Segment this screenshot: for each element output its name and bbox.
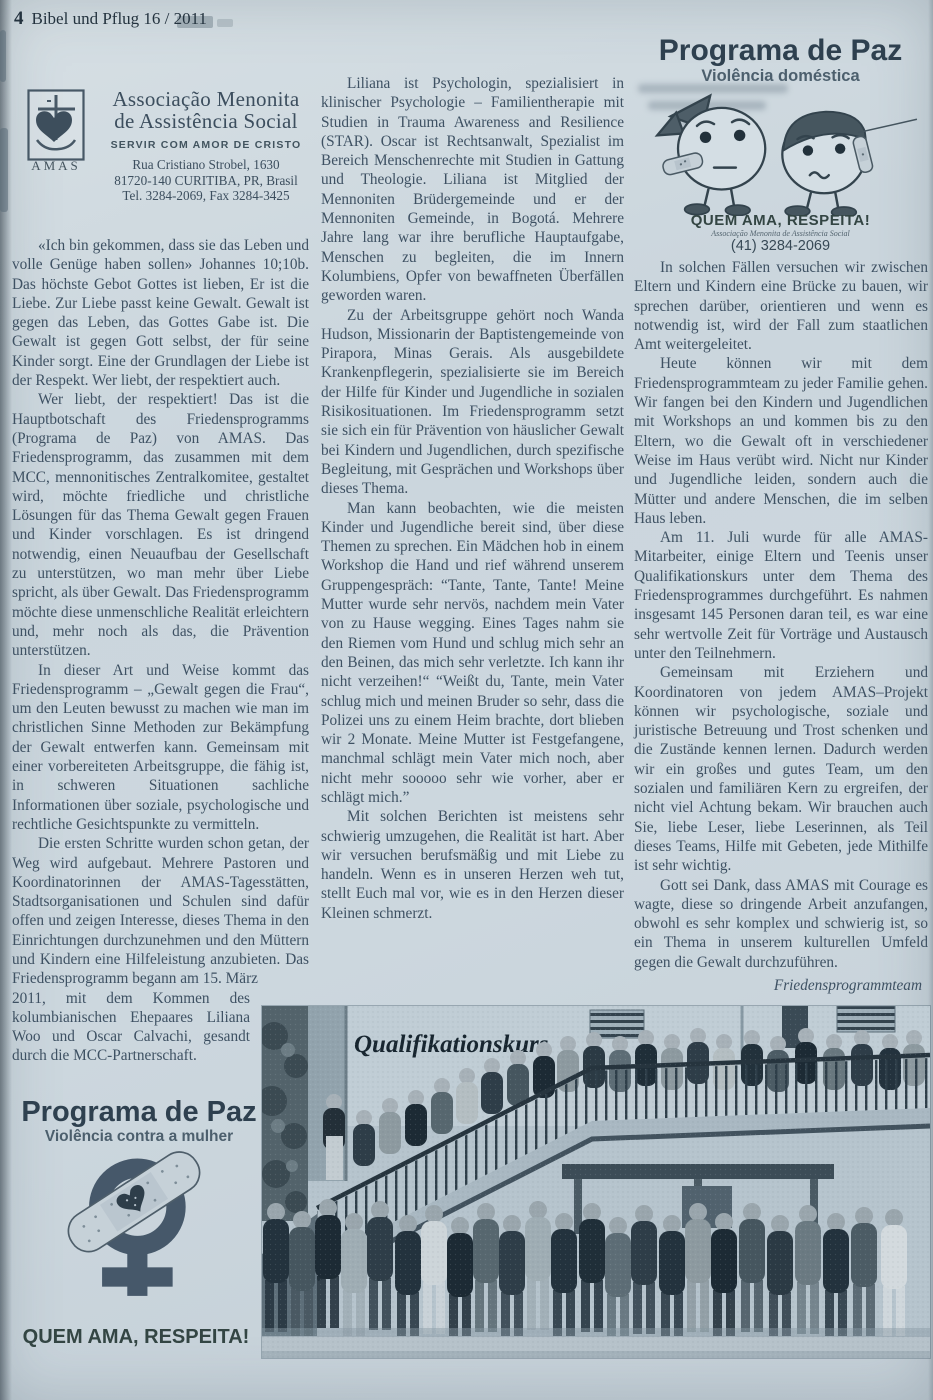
paz-mulher-subtitle: Violência contra a mulher — [44, 1128, 234, 1145]
amas-address-line3: Tel. 3284-2069, Fax 3284-3425 — [122, 188, 290, 203]
amas-address-line1: Rua Cristiano Strobel, 1630 — [132, 157, 280, 172]
scan-smudge — [217, 19, 233, 27]
page-header — [14, 8, 207, 30]
paragraph: Gott sei Dank, dass AMAS mit Courage es wagte, diese so dringende Arbeit anzufangen, obwohl es sehr komplex und schwierig ist, so ein Thema in unserem kulturellen Umfeld gegen die Gewalt durchzuführen. — [634, 876, 928, 971]
paragraph: «Ich bin gekommen, dass sie das Leben und volle Genüge haben sollen» Johannes 10;10b. Das höchste Gebot Gottes ist lieben, Er ist die Liebe. Zur Liebe passt keine Gewalt. Gewalt ist gegen das Leben, das Gottes Gabe ist. Die Gewalt ist gegen Gott selbst, der für seine Kinder sorgt. Eine der Grundlagen der Liebe ist der Respekt. Wer liebt, der respektiert auch. — [12, 237, 309, 390]
paragraph-continuation: 2011, mit dem Kommen des kolumbianischen Ehepaares Liliana Woo und Oscar Calvachi, gesandt durch die MCC-Partnerschaft. — [12, 989, 250, 1065]
paragraph: Man kann beobachten, wie die meisten Kinder und Jugendliche bereit sind, über diese Themen zu sprechen. Ein Mädchen hob in einem Workshop die Hand und rief während unserem Gruppengespräch: “Tante, Tante, Tante! Meine Mutter wurde sehr nervös, nachdem mein Vater von zu Hause wegging. Eines Tages nahm sie den Riemen vom Hund und schlug mich sehr an den Beinen, das mich sehr verletzte. Ich kann ihr nicht verzeihen!“ “Weißt du, Tante, mein Vater schlug mich und meinen Bruder so sehr, dass die Polizei uns zu einem Heim brachte, dort blieben wir 2 Monate. Meine Mutter ist Festgefangene, manchmal schlägt mein Vater mich noch, aber nicht mehr sooooo sehr wie vorher, aber er schlägt mich.” — [321, 499, 624, 806]
paragraph: Zu der Arbeitsgruppe gehört noch Wanda Hudson, Missionarin der Baptistengemeinde von Pirapora, Minas Gerais. Als ausgebildete Krankenpflegerin, spezialisierte sie im Bereich der Hilfe für Kinder und Jugendliche in sozialen Risikosituationen. Im Friedensprogramm setzt sie sich ein für Prävention von häuslicher Gewalt bei Kindern und Jugendlichen, durch spezifische Begleitung, mit Gesprächen und Workshops über dieses Thema. — [321, 306, 624, 498]
paragraph: Gemeinsam mit Erziehern und Koordinatoren von jedem AMAS–Projekt können wir psychologische, soziale und juristische Betreuung und Trost schenken und die Zustände kennen lernen. Dadurch werden wir ein großes und gutes Team, um den sozialen und familiären Kern zu ergreifen, der nicht viel Achtung bekam. Wir brauchen auch Sie, liebe Leser, liebe Leserinnen, als Teil dieses Teams, Hilfe mit Gebeten, jede Mithilfe ist sehr wichtig. — [634, 664, 928, 875]
paz-domestica-title: Programa de Paz — [658, 34, 903, 67]
column-2 — [321, 74, 624, 923]
article-signature: Friedensprogrammteam — [773, 976, 922, 994]
paragraph: Wer liebt, der respektiert! Das ist die Hauptbotschaft des Friedensprogramms (Programa de Paz) von AMAS. Das Friedensprogramm, das zusammen mit dem MCC, mennonitisches Zentralkomitee, gestaltet wird, möchte friedliche und christliche Lösungen für das Thema Gewalt gegen Frauen und Kinder vorschlagen. Es ist dringend notwendig, einen Neuaufbau der Gesellschaft zu unterstützen, wo man mehr über Liebe spricht, als über Gewalt. Das Friedensprogramm möchte diese unmenschliche Realität erleichtern und, mehr noch als das, die Prävention unterstützen. — [12, 391, 309, 660]
girl-face — [678, 108, 765, 190]
qualification-course-photo — [262, 1006, 930, 1358]
amas-address — [88, 157, 324, 204]
paragraph: Mit solchen Berichten ist meistens sehr schwierig umzugehen, die Realität ist hart. Aber wir versuchen berufsmäßig und mit Liebe zu handeln. Wenn es in unseren Herzen weh tut, stellt Euch mal vor, wie es in den Herzen dieser Kleinen schmerzt. — [321, 808, 624, 922]
page-number: 4 — [14, 8, 24, 29]
paz-mulher-title: Programa de Paz — [21, 1096, 257, 1128]
scan-mark — [0, 30, 6, 82]
cartoon-children-illustration — [652, 88, 924, 216]
amas-title-line1: Associação Menonita — [112, 87, 300, 111]
column-1 — [12, 236, 309, 1066]
paz-domestica-subtitle: Violência doméstica — [701, 67, 860, 85]
female-symbol-bandaid-illustration — [50, 1148, 218, 1322]
paragraph: In dieser Art und Weise kommt das Friedensprogramm – „Gewalt gegen die Frau“, um den Leuten bewusst zu machen wie man im christlichen Sinne Methoden zur Bekämpfung der Gewalt entwerfen kann. Gemeinsam mit einer vorbereiteten Arbeitsgruppe, die fähig ist, in schweren Situationen sachliche Informationen über soziale, psychologische und rechtliche Gesichtspunkte zu vermitteln. — [12, 661, 309, 833]
amas-title-line2: de Assistência Social — [114, 109, 298, 133]
slogan-domestica: QUEM AMA, RESPEITA! — [690, 212, 871, 229]
amas-block — [88, 88, 324, 204]
paragraph: Liliana ist Psychologin, spezialisiert in klinischer Psychologie – Familientherapie mit Studien in Trauma Awareness and Resilience (STAR). Oscar ist Rechtsanwalt, Spezialist im Bereich Menschenrechte mit Studien in Gattung und Theologie. Liliana ist Mitglied der Mennoniten Brüdergemeinde und er der Mennoniten Gemeinde, in Bogotá. Mehrere Jahre lang war ihre berufliche Hauptaufgabe, Menschen zu begleiten, die im Innern Kolumbiens, Opfer von bewaffneten Überfällen geworden waren. — [321, 75, 624, 305]
paragraph: Die ersten Schritte wurden schon getan, der Weg wird aufgebaut. Mehrere Pastoren und Koordinatorinnen der AMAS-Tagesstätten, Stadtsorganisationen und Schulen sind dafür offen und zeigen Interesse, dieses Thema in den Einrichtungen durchzunehmen und den Müttern und Kindern eine Hilfeleistung anzubieten. Das Friedensprogramm begann am 15. März — [12, 835, 309, 988]
amas-address-line2: 81720-140 CURITIBA, PR, Brasil — [114, 172, 298, 188]
slogan-mulher: QUEM AMA, RESPEITA! — [22, 1326, 250, 1348]
amas-logo — [26, 88, 86, 176]
paragraph: In solchen Fällen versuchen wir zwischen Eltern und Kindern eine Brücke zu bauen, wir sprechen darüber, orientieren und wenn es notwendig ist, wird der Fall zum staatlichen Amt weitergeleitet. — [634, 259, 928, 354]
issue-title: Bibel und Pflug 16 / 2011 — [31, 9, 208, 28]
column-3 — [634, 258, 928, 995]
org-line: Associação Menonita de Assistência Social — [711, 229, 850, 238]
phone-number: (41) 3284-2069 — [730, 238, 831, 254]
paragraph: Am 11. Juli wurde für alle AMAS-Mitarbeiter, einige Eltern und Teenis unser Qualifikationskurs unter dem Thema des Friedensprogrammes durchgeführt. Es nahmen insgesamt 145 Personen daran teil, es war eine sehr wertvolle Zeit für Vorträge und Austausch unter den Teilnehmern. — [634, 529, 928, 662]
paragraph: Heute können wir mit dem Friedensprogrammteam zu jeder Familie gehen. Wir fangen bei den Kindern und Jugendlichen mit Workshops an und kommen bis zu den Eltern, wo die Gewalt oft in verschiedener Weise im Haus verübt wird. Nicht nur Kinder und Jugendliche leiden, sondern auch die Mütter und andere Menschen, die im selben Haus leben. — [634, 355, 928, 527]
scan-mark — [0, 128, 8, 212]
amas-motto: SERVIR COM AMOR DE CRISTO — [110, 139, 302, 151]
amas-logo-text: AMAS — [31, 158, 81, 173]
